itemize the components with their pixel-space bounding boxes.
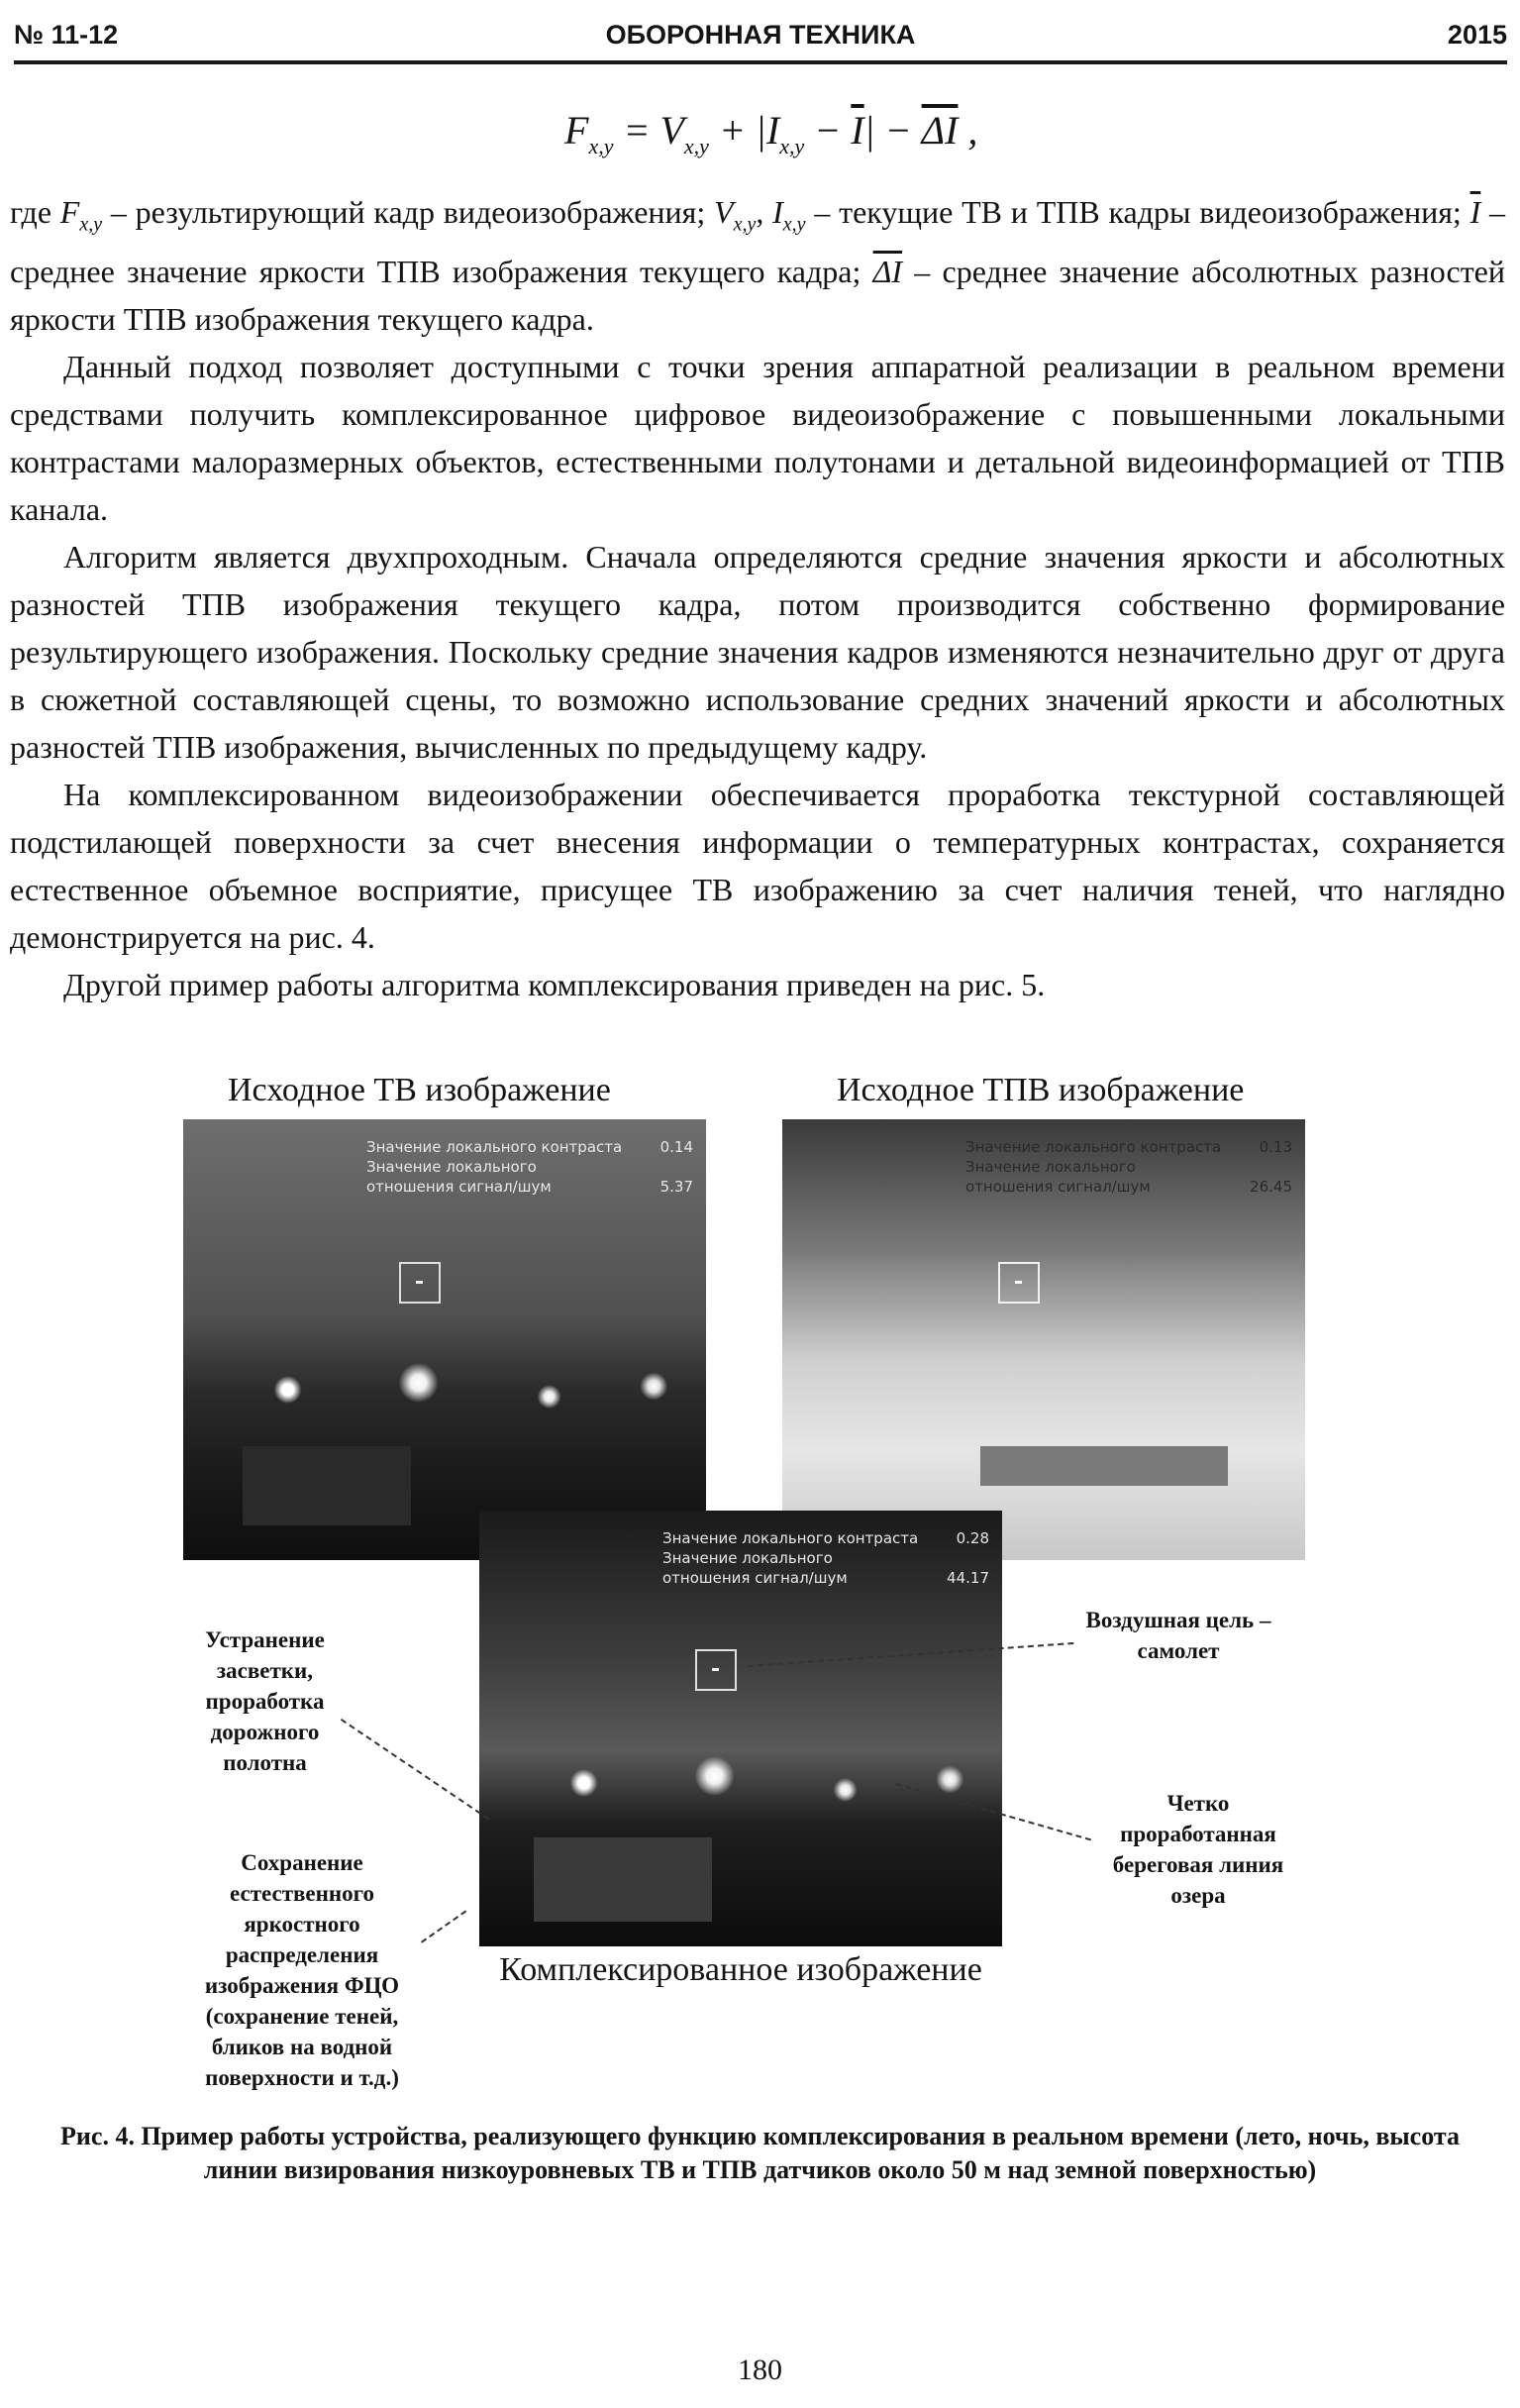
running-header [14,14,1507,63]
formula-i-mean: $\overline{I}$ [851,108,864,153]
leader-glare [341,1719,489,1820]
header-rule [14,60,1507,64]
formula-delta-i: $\overline{\Delta I}$ [921,108,959,153]
tpv-target-box [998,1262,1040,1304]
paragraph-3: На комплексированном видеоизображении обеспечивается проработка текстурной составляющей подстилающей поверхности за счет внесения информации о температурных контрастах, сохраняется естественное объемное восприятие, присущее ТВ изображению за счет наличия теней, что наглядно демонстрируется на рис. 4. [10,777,1505,956]
callout-shore: Четко проработанная береговая линия озера [1112,1791,1284,1908]
publication-year: 2015 [1447,20,1507,50]
tv-building [243,1446,411,1525]
complex-overlay: Значение локального контраста 0.28 Значение локального отношения сигнал/шум 44.17 [662,1529,989,1587]
page-number: 180 [738,2354,782,2386]
formula: $F_{x,y} = V_{x,y} + |I_{x,y} - \overline{I}| - \overline{\Delta I}$ , [564,108,978,158]
paragraph-4: Другой пример работы алгоритма комплексирования приведен на рис. 5. [63,967,1046,1003]
issue-number: № 11-12 [14,20,119,50]
tpv-contrast-value: 0.13 [1259,1138,1292,1156]
complex-image-title: Комплексированное изображение [499,1951,982,1988]
journal-title: ОБОРОННАЯ ТЕХНИКА [605,20,916,50]
tv-contrast-value: 0.14 [659,1138,693,1156]
tv-target-box [399,1262,441,1304]
callout-target: Воздушная цель – самолет [1085,1608,1271,1663]
tv-target-dot [416,1281,423,1284]
tv-overlay: Значение локального контраста 0.14 Значение локального отношения сигнал/шум 5.37 [366,1138,693,1196]
tv-city-lights [183,1355,706,1424]
paragraph-1: Данный подход позволяет доступными с точки зрения аппаратной реализации в реальном времени средствами получить комплексированное цифровое видеоизображение с повышенными локальными контрастами малоразмерных объектов, естественными полутонами и детальной видеоинформацией от ТПВ канала. [10,349,1505,528]
complex-image [479,1511,1002,1946]
tv-snr-value: 5.37 [659,1178,693,1196]
formula-explanation: где $F_{x,y}$ – результирующий кадр видеоизображения; $V_{x,y}$, $I_{x,y}$ – текущие ТВ и ТПВ кадры видеоизображения; $\overline{I}$ – среднее значение яркости ТПВ изображения текущего кадра; $\overline{\Delta I}$ – среднее значение абсолютных разностей яркости ТПВ изображения текущего кадра. [10,194,1506,338]
tv-image [183,1119,706,1560]
formula-f-sub: x,y [588,134,614,158]
tpv-snr-value: 26.45 [1250,1178,1292,1196]
tpv-target-dot [1015,1281,1022,1284]
callout-glare: Устранение засветки, проработка дорожного полотна [205,1627,325,1775]
formula-v-sub: x,y [683,134,709,158]
tpv-image [782,1119,1305,1560]
figure-caption: Рис. 4. Пример работы устройства, реализующего функцию комплексирования в реальном времени (лето, ночь, высота линии визирования низкоуровневых ТВ и ТПВ датчиков около 50 м над земной поверхностью) [60,2122,1460,2184]
tpv-shoreline [980,1446,1228,1486]
complex-snr-value: 44.17 [947,1569,989,1587]
leader-natural [421,1910,466,1942]
formula-i-sub: x,y [779,134,805,158]
body-text [10,188,1505,1008]
complex-contrast-value: 0.28 [956,1529,989,1547]
formula-i: I [765,108,780,153]
tpv-overlay: Значение локального контраста 0.13 Значение локального отношения сигнал/шум 26.45 [965,1138,1292,1196]
formula-f: F [564,108,589,153]
callout-natural: Сохранение естественного яркостного распределения изображения ФЦО (сохранение теней, бликов на водной поверхности и т.д.) [204,1850,400,2090]
complex-target-box [695,1649,737,1691]
formula-v: V [659,108,684,153]
tpv-image-title: Исходное ТПВ изображение [837,1072,1245,1108]
paragraph-2: Алгоритм является двухпроходным. Сначала определяются средние значения яркости и абсолютных разностей ТПВ изображения текущего кадра, потом производится собственно формирование результирующего изображения. Поскольку средние значения кадров изменяются незначительно друг от друга в сюжетной составляющей сцены, то возможно использование средних значений яркости и абсолютных разностей ТПВ изображения, вычисленных по предыдущему кадру. [10,539,1505,766]
complex-city-lights [479,1748,1002,1818]
complex-building [534,1837,712,1922]
tv-image-title: Исходное ТВ изображение [228,1072,611,1108]
complex-target-dot [712,1668,719,1671]
